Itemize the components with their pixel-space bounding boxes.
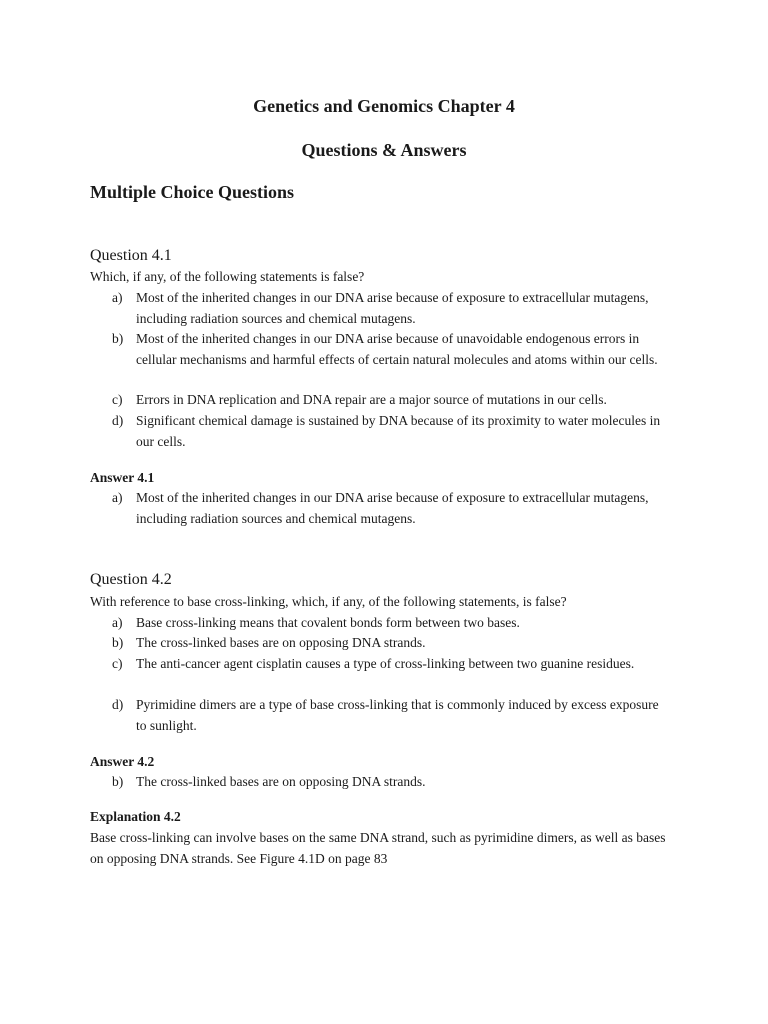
option-text: Most of the inherited changes in our DNA arise because of unavoidable endogenous errors in cellular mechanisms and harmful effects of certain natural molecules and atoms within our cells. [136,331,658,367]
option-item [112,288,672,329]
document-subtitle: Questions & Answers [301,140,467,160]
answer-heading: Answer 4.1 [90,470,155,485]
option-text: Pyrimidine dimers are a type of base cross-linking that is commonly induced by excess exposure to sunlight. [136,697,659,733]
option-item [112,329,672,370]
option-text: Most of the inherited changes in our DNA arise because of exposure to extracellular mutagens, including radiation sources and chemical mutagens. [136,290,649,326]
explanation-heading: Explanation 4.2 [90,809,181,824]
option-letter: c) [112,392,123,407]
answer-letter: a) [112,490,123,505]
option-text: Base cross-linking means that covalent bonds form between two bases. [136,615,520,630]
option-letter: a) [112,615,123,630]
question-prompt: With reference to base cross-linking, which, if any, of the following statements, is false? [90,594,567,609]
question-heading: Question 4.1 [90,247,172,264]
answer-letter: b) [112,774,124,789]
answer-text: Most of the inherited changes in our DNA arise because of exposure to extracellular mutagens, including radiation sources and chemical mutagens. [136,490,649,526]
option-letter: c) [112,656,123,671]
answer-text: The cross-linked bases are on opposing DNA strands. [136,774,426,789]
question-heading: Question 4.2 [90,571,172,588]
option-letter: d) [112,413,124,428]
option-letter: a) [112,290,123,305]
section-heading: Multiple Choice Questions [90,182,295,202]
explanation-text: Base cross-linking can involve bases on the same DNA strand, such as pyrimidine dimers, as well as bases on opposing DNA strands. See Figure 4.1D on page 83 [90,830,666,866]
option-text: The cross-linked bases are on opposing DNA strands. [136,635,426,650]
answer-heading: Answer 4.2 [90,754,155,769]
question-prompt: Which, if any, of the following statements is false? [90,269,365,284]
option-letter: b) [112,635,124,650]
option-item [112,654,672,675]
option-text: Significant chemical damage is sustained by DNA because of its proximity to water molecules in our cells. [136,413,661,449]
answer-item [112,488,672,529]
option-item [112,613,672,634]
option-item [112,411,672,452]
option-item [112,633,672,654]
option-letter: d) [112,697,124,712]
option-text: The anti-cancer agent cisplatin causes a type of cross-linking between two guanine residues. [136,656,635,671]
answer-item [112,772,672,793]
option-letter: b) [112,331,124,346]
option-text: Errors in DNA replication and DNA repair are a major source of mutations in our cells. [136,392,607,407]
option-item [112,695,672,736]
option-item [112,390,672,411]
document-title: Genetics and Genomics Chapter 4 [253,96,515,116]
